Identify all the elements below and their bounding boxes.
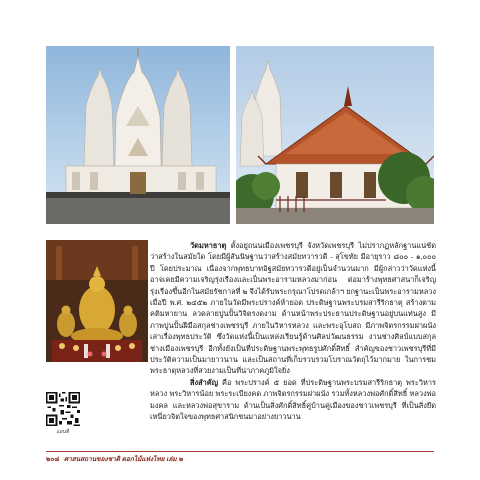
paragraph-history (150, 240, 436, 377)
article-body (150, 240, 436, 423)
paragraph-text: ตั้งอยู่ถนนเมืองเพชรบุรี จังหวัดเพชรบุรี ไม่ปรากฏหลักฐานแน่ชัดว่าสร้างในสมัยใด โดยมีผู้สันนิษฐานว่าสร้างสมัยทวารวดี - สุโขทัย มีอายุราว ๘๐๐ - ๑,๐๐๐ ปี โดยประมาณ เนื่องจากพุทธบาทอิฐสมัยทวารวดีอยู่เป็นจำนวนมาก มีผู้กล่าวว่าวัดแห่งนี้อาจเคยมีความเจริญรุ่งเรืองและเป็นพระอารามหลวงมาก่อน ต่อมาร้างพุทธศาสนาก็เจริญรุ่งเรืองขึ้นอีกในสมัยรัชกาลที่ ๒ จึงได้รับพระกรุณาโปรดเกล้าฯ ยกฐานะเป็นพระอารามหลวง เมื่อปี พ.ศ. ๒๔๕๒ ภายในวัดมีพระปรางค์ห้ายอด ประดิษฐานพระบรมสารีริกธาตุ สร้างตามคติมหายาน ลวดลายปูนปั้นวิจิตรงดงาม ด้านหน้าพระประธานประดิษฐานอยู่บนแท่นสูง มีภาพปูนปั้นฝีมือสกุลช่างเพชรบุรี ภายในวิหารหลวง และพระอุโบสถ มีภาพจิตรกรรมฝาผนังเล่าเรื่องพุทธประวัติ ซึ่งวัดแห่งนี้เป็นแหล่งเรียนรู้ด้านศิลปวัฒนธรรม งานช่างศิลป์แบบสกุลช่างเมืองเพชรบุรี อีกทั้งยังเป็นที่ประดิษฐานพระพุทธรูปศักดิ์สิทธิ์ สำคัญของชาวเพชรบุรีที่มีประวัติความเป็นมายาวนาน และเป็นสถานที่เก็บรวบรวมโบราณวัตถุไว้มากมาย ในการชมพระธาตุหลวงที่สวยงามเป็นที่น่าภาคภูมิใจยิ่ง (150, 241, 436, 376)
temple-and-prang-photo (236, 46, 434, 224)
footer-divider (46, 451, 434, 452)
white-prang-photo (46, 46, 230, 224)
paragraph-lead: สิ่งสำคัญ (190, 377, 219, 387)
book-title: ศาสนสถานของชาติ ดอกไม้แห่งไทย เล่ม ๒ (64, 456, 183, 463)
page-number: ๒๐๘ (46, 456, 60, 463)
qr-caption: แผนที่ (56, 429, 70, 435)
paragraph-text: คือ พระปรางค์ ๕ ยอด ที่ประดิษฐานพระบรมสารีริกธาตุ พระวิหารหลวง พระวิหารน้อย พระระเบียงคด ภาพจิตรกรรมฝาผนัง รวมทั้งหลวงพ่อศักดิ์สิทธิ์ หลวงพ่อมงคล และหลวงพ่อสุขาราม ด้านเป็นสิ่งศักดิ์สิทธิ์คู่บ้านคู่เมืองของชาวเพชรบุรี ที่เป็นสิ่งยึดเหนี่ยวจิตใจของพุทธศาสนิกชนมาอย่างยาวนาน (150, 377, 436, 422)
map-qr-code[interactable] (46, 392, 80, 426)
paragraph-highlights (150, 377, 436, 423)
buddha-images-interior-photo (46, 240, 148, 362)
paragraph-lead: วัดมหาธาตุ (190, 241, 227, 250)
